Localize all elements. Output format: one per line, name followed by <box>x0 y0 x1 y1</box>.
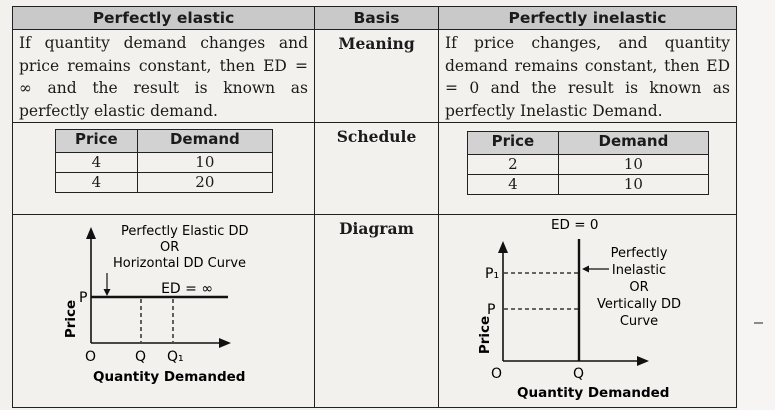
x-axis-label: Quantity Demanded <box>517 385 670 401</box>
y-tick-p: P <box>487 302 496 318</box>
elastic-demand-diagram <box>13 215 313 403</box>
col-header-price: Price <box>55 130 138 153</box>
schedule-row <box>13 123 737 215</box>
schedule-inelastic-cell <box>439 123 737 215</box>
header-basis: Basis <box>315 7 439 30</box>
basis-meaning: Meaning <box>315 30 439 123</box>
inelastic-demand-diagram <box>439 215 735 403</box>
table-cell: 10 <box>138 153 272 173</box>
schedule-elastic-cell <box>13 123 315 215</box>
page-margin <box>738 0 775 410</box>
meaning-elastic-text: If quantity demand changes and price remains constant, then ED = ∞ and the result is known as perfectly elastic demand. <box>13 30 315 123</box>
ed-zero-label: ED = 0 <box>551 217 599 233</box>
desc-line2: Inelastic <box>611 263 667 278</box>
y-axis-arrow <box>498 241 508 253</box>
x-tick-q: Q <box>135 349 147 365</box>
basis-schedule: Schedule <box>315 123 439 215</box>
pointer-arrow <box>582 266 589 273</box>
table-row <box>55 153 272 173</box>
y-axis-arrow <box>86 227 96 239</box>
col-header-demand: Demand <box>559 132 708 155</box>
desc-line5: Curve <box>619 314 659 329</box>
x-tick-q: Q <box>573 366 585 382</box>
curve-label: ED = ∞ <box>161 281 213 297</box>
diagram-title-line3: Horizontal DD Curve <box>113 256 247 271</box>
diagram-inelastic-cell <box>439 215 737 408</box>
origin-label: O <box>85 349 97 365</box>
basis-diagram: Diagram <box>315 215 439 408</box>
y-tick-p: P <box>79 290 88 306</box>
x-tick-q1: Q₁ <box>167 349 184 365</box>
origin-label: O <box>491 366 503 382</box>
header-perfectly-inelastic: Perfectly inelastic <box>439 7 737 30</box>
margin-mark <box>754 322 763 324</box>
y-axis-label: Price <box>477 315 493 355</box>
diagram-row <box>13 215 737 408</box>
header-row <box>13 7 737 30</box>
col-header-price: Price <box>467 132 559 155</box>
y-tick-p1: P₁ <box>485 266 500 282</box>
meaning-inelastic-text: If price changes, and quantity demand remains constant, then ED = 0 and the result is known as perfectly Inelastic Demand. <box>439 30 737 123</box>
diagram-elastic-cell <box>13 215 315 408</box>
desc-line4: Vertically DD <box>596 297 682 312</box>
x-axis-arrow <box>637 356 649 366</box>
table-cell: 4 <box>55 153 138 173</box>
table-row <box>467 155 708 175</box>
schedule-elastic-table <box>55 129 273 193</box>
table-cell: 2 <box>467 155 559 175</box>
header-perfectly-elastic: Perfectly elastic <box>13 7 315 30</box>
table-cell: 10 <box>559 175 708 195</box>
schedule-inelastic-table <box>467 131 709 195</box>
table-cell: 4 <box>55 173 138 193</box>
table-row <box>55 173 272 193</box>
table-cell: 10 <box>559 155 708 175</box>
meaning-row <box>13 30 737 123</box>
x-axis-label: Quantity Demanded <box>93 369 246 385</box>
table-cell: 20 <box>138 173 272 193</box>
y-axis-label: Price <box>63 299 79 339</box>
col-header-demand: Demand <box>138 130 272 153</box>
desc-line1: Perfectly <box>610 246 668 261</box>
table-cell: 4 <box>467 175 559 195</box>
diagram-title-line1: Perfectly Elastic DD <box>121 224 249 239</box>
table-row <box>467 175 708 195</box>
comparison-table <box>12 6 737 408</box>
diagram-title-line2: OR <box>160 240 180 255</box>
pointer-arrow <box>104 289 111 296</box>
x-axis-arrow <box>219 338 231 348</box>
desc-line3: OR <box>629 280 649 295</box>
